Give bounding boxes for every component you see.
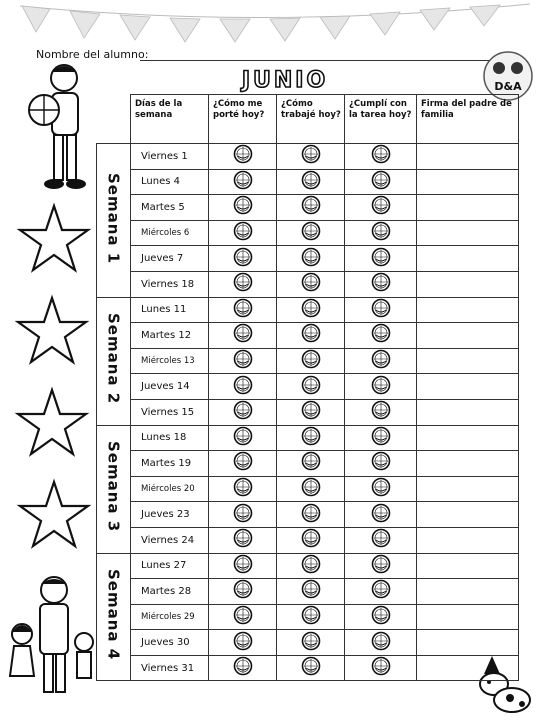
table-row [97,655,519,681]
smiley-face-icon[interactable] [232,554,254,578]
parent-signature-cell[interactable] [417,399,519,425]
smiley-face-icon[interactable] [370,170,392,194]
table-row [97,348,519,374]
parent-signature-cell[interactable] [417,220,519,246]
parent-signature-cell[interactable] [417,271,519,297]
smiley-face-icon[interactable] [300,298,322,322]
boy-with-ball-icon [16,60,96,204]
homework-rating-cell[interactable] [345,502,417,528]
week-cell [97,297,131,425]
parent-signature-cell[interactable] [417,579,519,605]
day-cell: Martes 28 [131,579,209,605]
smiley-face-icon[interactable] [300,426,322,450]
homework-rating-cell[interactable] [345,451,417,477]
smiley-face-icon[interactable] [370,451,392,475]
smiley-face-icon[interactable] [232,426,254,450]
behavior-rating-cell[interactable] [209,297,277,323]
parent-signature-cell[interactable] [417,527,519,553]
week-label: Semana 3 [104,441,123,533]
day-cell: Martes 12 [131,323,209,349]
day-cell: Viernes 18 [131,271,209,297]
homework-rating-cell[interactable] [345,604,417,630]
behavior-rating-cell[interactable] [209,323,277,349]
behavior-rating-cell[interactable] [209,579,277,605]
smiley-face-icon[interactable] [300,528,322,552]
work-rating-cell[interactable] [277,553,345,579]
student-name-row [36,46,506,64]
star-icon [14,198,94,282]
parent-signature-cell[interactable] [417,630,519,656]
day-cell: Lunes 4 [131,169,209,195]
homework-rating-cell[interactable] [345,220,417,246]
work-rating-cell[interactable] [277,169,345,195]
work-rating-cell[interactable] [277,297,345,323]
homework-rating-cell[interactable] [345,553,417,579]
behavior-rating-cell[interactable] [209,246,277,272]
behavior-rating-cell[interactable] [209,271,277,297]
day-cell: Lunes 11 [131,297,209,323]
smiley-face-icon[interactable] [232,144,254,168]
parent-signature-cell[interactable] [417,502,519,528]
column-header-work: ¿Cómo trabajé hoy? [277,95,345,144]
day-cell: Viernes 1 [131,144,209,170]
behavior-rating-cell[interactable] [209,144,277,170]
parent-signature-cell[interactable] [417,604,519,630]
smiley-face-icon[interactable] [300,375,322,399]
smiley-face-icon[interactable] [300,579,322,603]
smiley-face-icon[interactable] [300,144,322,168]
day-cell: Lunes 18 [131,425,209,451]
smiley-face-icon[interactable] [232,477,254,501]
behavior-rating-cell[interactable] [209,476,277,502]
day-cell: Lunes 27 [131,553,209,579]
work-rating-cell[interactable] [277,399,345,425]
smiley-face-icon[interactable] [232,579,254,603]
smiley-face-icon[interactable] [370,528,392,552]
father-with-children-icon [4,572,104,706]
table-row [97,195,519,221]
homework-rating-cell[interactable] [345,425,417,451]
column-header-behavior: ¿Cómo me porté hoy? [209,95,277,144]
smiley-face-icon[interactable] [232,400,254,424]
table-row [97,399,519,425]
work-rating-cell[interactable] [277,374,345,400]
table-row [97,553,519,579]
parent-signature-cell[interactable] [417,348,519,374]
smiley-face-icon[interactable] [370,272,392,296]
star-icon [12,290,92,374]
behavior-rating-cell[interactable] [209,348,277,374]
table-row [97,451,519,477]
table-row [97,144,519,170]
parent-signature-cell[interactable] [417,655,519,681]
smiley-face-icon[interactable] [232,349,254,373]
smiley-face-icon[interactable] [300,221,322,245]
day-cell: Miércoles 29 [131,604,209,630]
smiley-face-icon[interactable] [232,656,254,680]
smiley-face-icon[interactable] [232,298,254,322]
homework-rating-cell[interactable] [345,476,417,502]
behavior-rating-cell[interactable] [209,169,277,195]
month-title: JUNIO [241,68,329,93]
smiley-face-icon[interactable] [370,298,392,322]
behavior-rating-cell[interactable] [209,502,277,528]
homework-rating-cell[interactable] [345,144,417,170]
smiley-face-icon[interactable] [232,375,254,399]
day-cell: Martes 5 [131,195,209,221]
homework-rating-cell[interactable] [345,655,417,681]
homework-rating-cell[interactable] [345,348,417,374]
table-row [97,502,519,528]
day-cell: Jueves 23 [131,502,209,528]
smiley-face-icon[interactable] [370,144,392,168]
table-row [97,604,519,630]
week-label: Semana 4 [104,569,123,661]
smiley-face-icon[interactable] [370,503,392,527]
week-cell [97,553,131,681]
column-header-homework: ¿Cumplí con la tarea hoy? [345,95,417,144]
day-cell: Martes 19 [131,451,209,477]
parent-signature-cell[interactable] [417,246,519,272]
homework-rating-cell[interactable] [345,399,417,425]
day-cell: Miércoles 6 [131,220,209,246]
week-label: Semana 1 [104,172,123,264]
work-rating-cell[interactable] [277,476,345,502]
corner-logo-text: D&A [494,80,522,93]
work-rating-cell[interactable] [277,630,345,656]
smiley-face-icon[interactable] [232,272,254,296]
homework-rating-cell[interactable] [345,271,417,297]
parent-signature-cell[interactable] [417,297,519,323]
smiley-face-icon[interactable] [370,477,392,501]
table-row [97,220,519,246]
work-rating-cell[interactable] [277,604,345,630]
behavior-rating-cell[interactable] [209,604,277,630]
smiley-face-icon[interactable] [300,451,322,475]
table-row [97,323,519,349]
smiley-face-icon[interactable] [300,631,322,655]
week-label: Semana 2 [104,313,123,405]
smiley-face-icon[interactable] [300,605,322,629]
smiley-face-icon[interactable] [300,247,322,271]
day-cell: Miércoles 20 [131,476,209,502]
smiley-face-icon[interactable] [370,195,392,219]
smiley-face-icon[interactable] [300,323,322,347]
smiley-face-icon[interactable] [300,400,322,424]
smiley-face-icon[interactable] [232,605,254,629]
smiley-face-icon[interactable] [300,170,322,194]
work-rating-cell[interactable] [277,323,345,349]
column-header-parent-signature: Firma del padre de familia [417,95,519,144]
smiley-face-icon[interactable] [232,451,254,475]
smiley-face-icon[interactable] [370,605,392,629]
day-cell: Viernes 31 [131,655,209,681]
homework-rating-cell[interactable] [345,579,417,605]
homework-rating-cell[interactable] [345,169,417,195]
smiley-face-icon[interactable] [300,503,322,527]
day-cell: Jueves 30 [131,630,209,656]
column-header-days: Días de la semana [131,95,209,144]
homework-rating-cell[interactable] [345,323,417,349]
smiley-face-icon[interactable] [232,221,254,245]
homework-rating-cell[interactable] [345,374,417,400]
homework-rating-cell[interactable] [345,246,417,272]
smiley-face-icon[interactable] [370,656,392,680]
behavior-rating-cell[interactable] [209,527,277,553]
work-rating-cell[interactable] [277,502,345,528]
work-rating-cell[interactable] [277,655,345,681]
smiley-face-icon[interactable] [300,349,322,373]
table-header-row [97,95,519,144]
smiley-face-icon[interactable] [300,195,322,219]
work-rating-cell[interactable] [277,220,345,246]
smiley-face-icon[interactable] [370,426,392,450]
smiley-face-icon[interactable] [300,554,322,578]
smiley-face-icon[interactable] [370,247,392,271]
work-rating-cell[interactable] [277,451,345,477]
homework-rating-cell[interactable] [345,630,417,656]
work-rating-cell[interactable] [277,195,345,221]
work-rating-cell[interactable] [277,527,345,553]
smiley-face-icon[interactable] [370,349,392,373]
table-row [97,271,519,297]
smiley-face-icon[interactable] [232,528,254,552]
parent-signature-cell[interactable] [417,425,519,451]
work-rating-cell[interactable] [277,425,345,451]
behavior-rating-cell[interactable] [209,374,277,400]
smiley-face-icon[interactable] [300,272,322,296]
parent-signature-cell[interactable] [417,451,519,477]
parent-signature-cell[interactable] [417,553,519,579]
week-cell [97,144,131,298]
day-cell: Miércoles 13 [131,348,209,374]
homework-rating-cell[interactable] [345,527,417,553]
day-cell: Viernes 15 [131,399,209,425]
behavior-rating-cell[interactable] [209,630,277,656]
student-name-field[interactable] [140,60,506,61]
table-row [97,169,519,195]
behavior-tracker-table [96,94,519,681]
smiley-face-icon[interactable] [370,631,392,655]
parent-signature-cell[interactable] [417,195,519,221]
smiley-face-icon[interactable] [370,323,392,347]
smiley-face-icon[interactable] [370,221,392,245]
behavior-rating-cell[interactable] [209,195,277,221]
parent-signature-cell[interactable] [417,476,519,502]
day-cell: Jueves 7 [131,246,209,272]
week-cell [97,425,131,553]
behavior-rating-cell[interactable] [209,553,277,579]
smiley-face-icon[interactable] [232,631,254,655]
parent-signature-cell[interactable] [417,323,519,349]
table-row [97,630,519,656]
homework-rating-cell[interactable] [345,297,417,323]
star-icon [12,382,92,466]
behavior-rating-cell[interactable] [209,425,277,451]
smiley-face-icon[interactable] [370,400,392,424]
work-rating-cell[interactable] [277,348,345,374]
smiley-face-icon[interactable] [232,503,254,527]
work-rating-cell[interactable] [277,144,345,170]
behavior-rating-cell[interactable] [209,655,277,681]
parent-signature-cell[interactable] [417,169,519,195]
student-name-label: Nombre del alumno: [36,48,149,61]
smiley-face-icon[interactable] [370,554,392,578]
table-row [97,476,519,502]
behavior-rating-cell[interactable] [209,220,277,246]
bunting-banner-icon [0,0,540,44]
smiley-face-icon[interactable] [232,170,254,194]
work-rating-cell[interactable] [277,271,345,297]
star-icon [14,474,94,558]
table-row [97,425,519,451]
table-row [97,527,519,553]
behavior-rating-cell[interactable] [209,399,277,425]
work-rating-cell[interactable] [277,246,345,272]
parent-signature-cell[interactable] [417,374,519,400]
work-rating-cell[interactable] [277,579,345,605]
parent-signature-cell[interactable] [417,144,519,170]
smiley-face-icon[interactable] [300,656,322,680]
header-spacer [97,95,131,144]
table-row [97,246,519,272]
smiley-face-icon[interactable] [300,477,322,501]
table-row [97,579,519,605]
table-row [97,374,519,400]
homework-rating-cell[interactable] [345,195,417,221]
smiley-face-icon[interactable] [232,247,254,271]
smiley-face-icon[interactable] [232,323,254,347]
table-row [97,297,519,323]
smiley-face-icon[interactable] [232,195,254,219]
smiley-face-icon[interactable] [370,375,392,399]
behavior-rating-cell[interactable] [209,451,277,477]
day-cell: Viernes 24 [131,527,209,553]
day-cell: Jueves 14 [131,374,209,400]
smiley-face-icon[interactable] [370,579,392,603]
